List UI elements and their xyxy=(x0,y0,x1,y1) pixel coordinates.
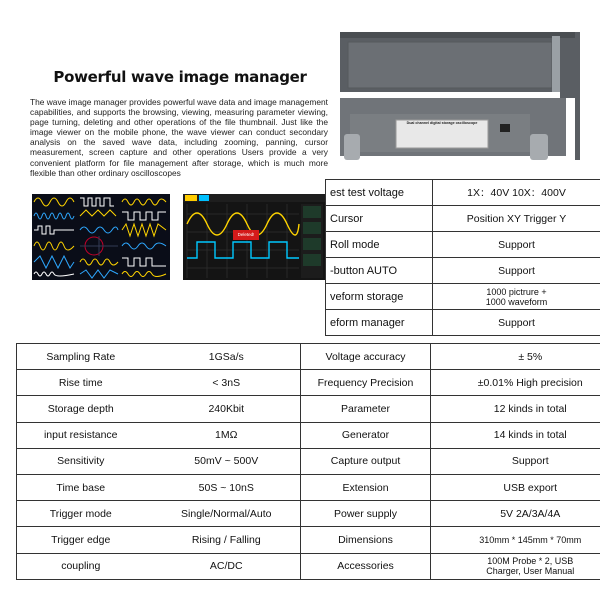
spec-label: Voltage accuracy xyxy=(301,344,431,370)
spec-label: Cursor xyxy=(326,206,433,232)
table-row xyxy=(326,258,600,284)
spec-value xyxy=(461,553,600,579)
spec-label: Sampling Rate xyxy=(17,344,145,370)
spec-value: USB export xyxy=(461,474,600,500)
page-title: Powerful wave image manager xyxy=(53,68,307,86)
spec-value: Support xyxy=(433,232,600,258)
cell-gap xyxy=(145,344,153,370)
spec-value: 240Kbit xyxy=(153,396,301,422)
description-paragraph: The wave image manager provides powerful wave data and image management capabilities, and supports the browsing, viewing, measuring parameter viewing, page turning, deleting and other operations of the file thumbnail. Just like the image viewer on the mobile phone, the wave viewer can conduct secondary analysis on the saved wave data, including zooming, panning, cursor measurement, screen capture and other operations Users provide a very convenient platform for file management after storage, which is much more flexible than other ordinary oscilloscopes xyxy=(30,97,328,178)
table-row xyxy=(326,232,600,258)
cell-gap xyxy=(145,422,153,448)
spec-value-line: 1000 waveform xyxy=(485,296,548,307)
spec-value: Single/Normal/Auto xyxy=(153,501,301,527)
cell-gap xyxy=(145,553,153,579)
oscilloscope-back-photo xyxy=(340,32,580,162)
spec-value: ± 5% xyxy=(461,344,600,370)
table-row xyxy=(326,310,600,336)
cell-gap xyxy=(145,370,153,396)
spec-label: Trigger mode xyxy=(17,501,145,527)
spec-value: Position XY Trigger Y xyxy=(433,206,600,232)
spec-value: 5V 2A/3A/4A xyxy=(461,501,600,527)
table-row xyxy=(326,180,600,206)
cell-gap xyxy=(431,527,461,553)
spec-label: Frequency Precision xyxy=(301,370,431,396)
spec-label: Roll mode xyxy=(326,232,433,258)
table-row xyxy=(17,370,600,396)
spec-value: Support xyxy=(433,310,600,336)
deleted-popup-text: Deleted! xyxy=(237,232,255,237)
spec-value: 310mm * 145mm * 70mm xyxy=(461,527,600,553)
spec-label: Trigger edge xyxy=(17,527,145,553)
spec-label: Generator xyxy=(301,422,431,448)
spec-label: Dimensions xyxy=(301,527,431,553)
cell-gap xyxy=(431,474,461,500)
cell-gap xyxy=(431,553,461,579)
spec-value: 12 kinds in total xyxy=(461,396,600,422)
spec-value: 50mV ~ 500V xyxy=(153,448,301,474)
cell-gap xyxy=(431,501,461,527)
cell-gap xyxy=(145,448,153,474)
spec-value: AC/DC xyxy=(153,553,301,579)
spec-value: 1X：40V 10X：400V xyxy=(433,180,600,206)
cell-gap xyxy=(145,396,153,422)
spec-value: ±0.01% High precision xyxy=(461,370,600,396)
spec-label: Capture output xyxy=(301,448,431,474)
table-row xyxy=(17,474,600,500)
spec-label: Accessories xyxy=(301,553,431,579)
spec-value-line: 100M Probe * 2, USB xyxy=(487,556,574,567)
spec-label: est test voltage xyxy=(326,180,433,206)
spec-label: Parameter xyxy=(301,396,431,422)
device-label-title: Dual channel digital storage oscilloscope xyxy=(406,121,478,125)
table-row xyxy=(326,284,600,310)
spec-label: Time base xyxy=(17,474,145,500)
table-row xyxy=(17,501,600,527)
cell-gap xyxy=(145,527,153,553)
table-row xyxy=(17,422,600,448)
spec-value: Support xyxy=(461,448,600,474)
spec-value: 14 kinds in total xyxy=(461,422,600,448)
cell-gap xyxy=(145,474,153,500)
table-row xyxy=(17,396,600,422)
spec-value-line: 1000 pictrure + xyxy=(486,286,547,297)
spec-label: Rise time xyxy=(17,370,145,396)
waveform-thumbnails-image xyxy=(32,194,170,280)
table-row xyxy=(17,527,600,553)
cell-gap xyxy=(431,396,461,422)
spec-label: eform manager xyxy=(326,310,433,336)
upper-spec-table xyxy=(325,179,600,336)
spec-value-line: Charger, User Manual xyxy=(486,566,575,577)
spec-value: 50S ~ 10nS xyxy=(153,474,301,500)
table-row xyxy=(17,553,600,579)
spec-value xyxy=(433,284,600,310)
spec-value: 1MΩ xyxy=(153,422,301,448)
cell-gap xyxy=(431,448,461,474)
spec-label: Sensitivity xyxy=(17,448,145,474)
spec-value: < 3nS xyxy=(153,370,301,396)
spec-label: Storage depth xyxy=(17,396,145,422)
spec-value: Support xyxy=(433,258,600,284)
table-row xyxy=(326,206,600,232)
spec-label: Power supply xyxy=(301,501,431,527)
lower-spec-table xyxy=(16,343,600,580)
cell-gap xyxy=(431,370,461,396)
spec-label: Extension xyxy=(301,474,431,500)
spec-value: 1GSa/s xyxy=(153,344,301,370)
spec-value: Rising / Falling xyxy=(153,527,301,553)
cell-gap xyxy=(145,501,153,527)
oscilloscope-screen-image xyxy=(183,194,325,280)
table-row xyxy=(17,448,600,474)
table-row xyxy=(17,344,600,370)
spec-label: veform storage xyxy=(326,284,433,310)
cell-gap xyxy=(431,422,461,448)
spec-label: -button AUTO xyxy=(326,258,433,284)
spec-label: input resistance xyxy=(17,422,145,448)
cell-gap xyxy=(431,344,461,370)
spec-label: coupling xyxy=(17,553,145,579)
